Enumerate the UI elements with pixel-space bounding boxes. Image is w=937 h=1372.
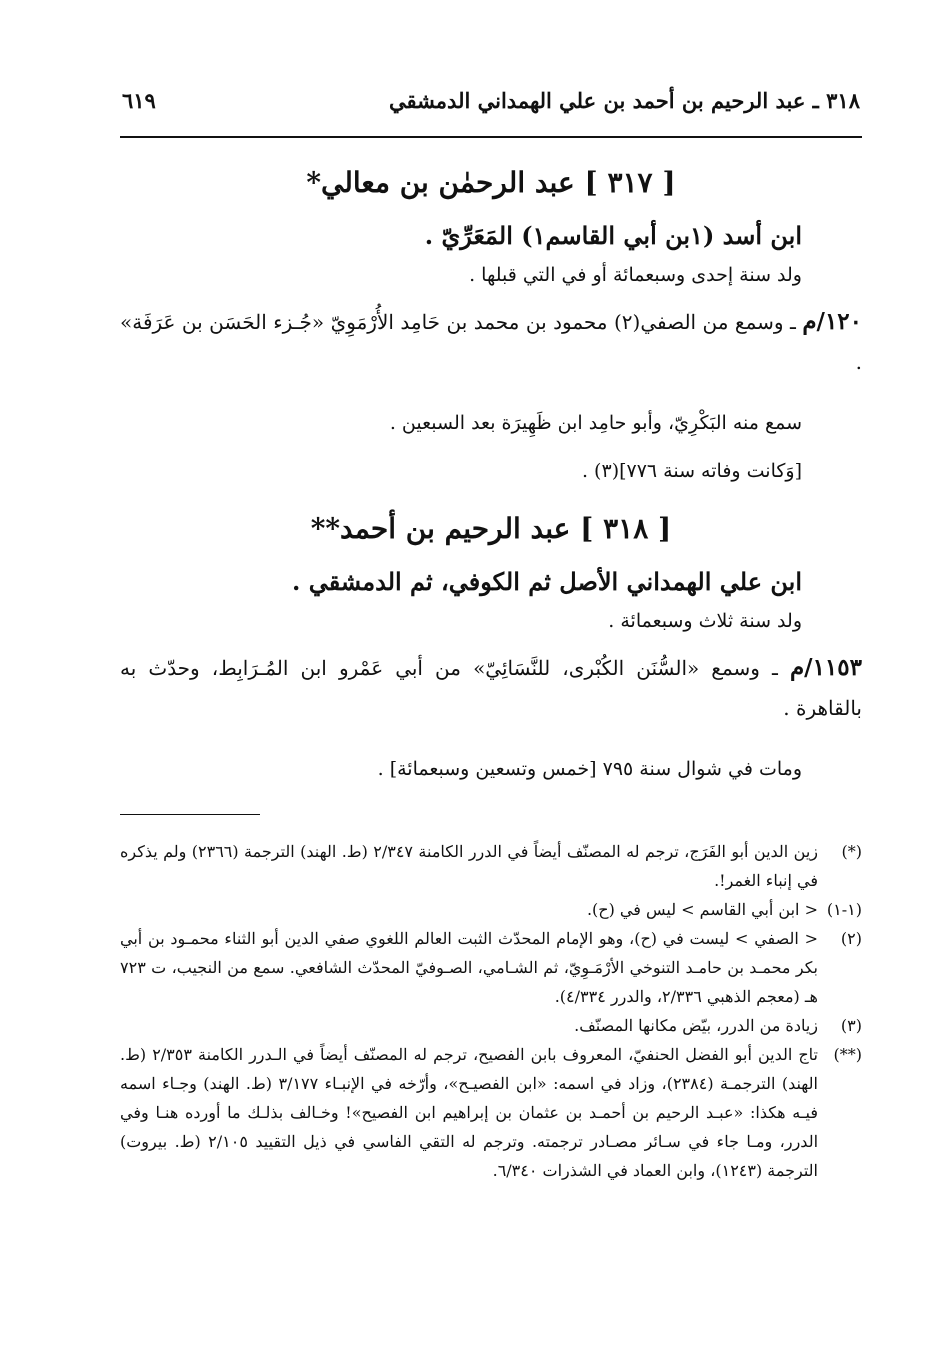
entry-317-title: [ ٣١٧ ] عبد الرحمٰن بن معالي* [306,166,676,199]
footnote-separator [120,814,260,815]
entry-317-hadith [120,302,862,382]
book-page [120,88,862,1185]
footnote-text: < ابن أبي القاسم > ليس في (ح). [586,900,818,919]
footnote-text: زيادة من الدرر، بيّض مكانها المصنّف. [574,1016,818,1035]
footnote-item [120,1011,862,1040]
footnote-text: تاج الدين أبو الفضل الحنفيّ، المعروف بابن الفصيح، ترجم له المصنّف أيضاً في الـدرر الكامنة ٢/٣٥٣ (ط. الهند) الترجمـة (٢٣٨٤)، وزاد في اسمه: «ابن الفصيـح»، وأرّخه في الإنبـاء ٣/١٧٧ (ط. الهند) وجـاء اسمه فيـه هكذا: «عبـد الرحيم بن أحمـد بن عثمان بن إبراهيم ابن الفصيح»! وخـالف بذلـك ما أورده هنـا وفي الدرر، ومـا جاء في سـائر مصـادر ترجمته. وترجم له التقي الفاسي في ذيل التقييد ٢/١٠٥ (ط. بيروت) الترجمة (١٢٤٣)، وابن العماد في الشذرات ٦/٣٤٠. [120,1045,819,1180]
footnote-mark: (٢) [840,929,862,948]
entry-317-born: ولد سنة إحدى وسبعمائة أو في التي قبلها . [469,264,802,286]
footnote-text: زين الدين أبو الفَرَج، ترجم له المصنّف أيضاً في الدرر الكامنة ٢/٣٤٧ (ط. الهند) الترجمة (٢٣٦٦) ولم يذكره في إنباء الغمر!. [120,842,819,890]
running-title: ٣١٨ ـ عبد الرحيم بن أحمد بن علي الهمداني الدمشقي [388,88,860,113]
entry-318-hadith-text: ـ وسمع «السُّنَن الكُبْرى، للنَّسَائِيّ» من أبي عَمْرو ابن المُـرَابِط، وحدّث به بالقاهرة . [120,656,862,720]
footnote-text: < الصفي > ليست في (ح)، وهو الإمام المحدّث الثبت العالم اللغوي صفي الدين أبو الثناء محمـود بن أبي بكر محمـد بن حامـد التنوخي الأرْمَـوِيّ، ثم الشـامي، الصـوفيّ المحدّث الشافعي. سمع من النجيب، ت ٧٢٣ هـ (معجم الذهبي ٢/٣٣٦، والدرر ٤/٣٣٤). [120,929,818,1006]
entry-317-name-line: ابن أسد (١بن أبي القاسم١) المَعَرِّيّ . [424,221,802,250]
footnote-item [120,895,862,924]
entry-317-death: [وَكانت وفاته سنة ٧٧٦](٣) . [581,460,802,482]
footnotes [120,837,862,1185]
page-number: ٦١٩ [122,88,156,113]
entry-318-hadith-number: ١١٥٣/م [789,654,862,681]
running-header [120,88,862,128]
entry-317-hadith-number: ١٢٠/م [802,308,863,335]
header-rule [120,136,862,138]
entry-317-hadith-text: ـ وسمع من الصفي(٢) محمود بن محمد بن حَامِد الأُرْمَوِيّ «جُـزء الحَسَن بن عَرَفَة» . [120,310,862,374]
entry-318-name-line: ابن علي الهمداني الأصل ثم الكوفي، ثم الدمشقي . [291,567,802,596]
footnote-mark: (٣) [840,1016,862,1035]
entry-318-born: ولد سنة ثلاث وسبعمائة . [608,610,802,632]
entry-317-students: سمع منه البَكْرِيّ، وأبو حامِد ابن ظَهِيرَة بعد السبعين . [389,412,802,434]
footnote-item [120,1040,862,1185]
entry-318-hadith [120,648,862,728]
footnote-mark: (**) [833,1045,862,1064]
entry-318-death: ومات في شوال سنة ٧٩٥ [خمس وتسعين وسبعمائة] . [377,758,802,780]
footnote-mark: (*) [841,842,862,861]
footnote-item [120,837,862,895]
footnote-item [120,924,862,1011]
entry-318-title: [ ٣١٨ ] عبد الرحيم بن أحمد** [310,512,672,545]
footnote-mark: (١-١) [826,900,862,919]
